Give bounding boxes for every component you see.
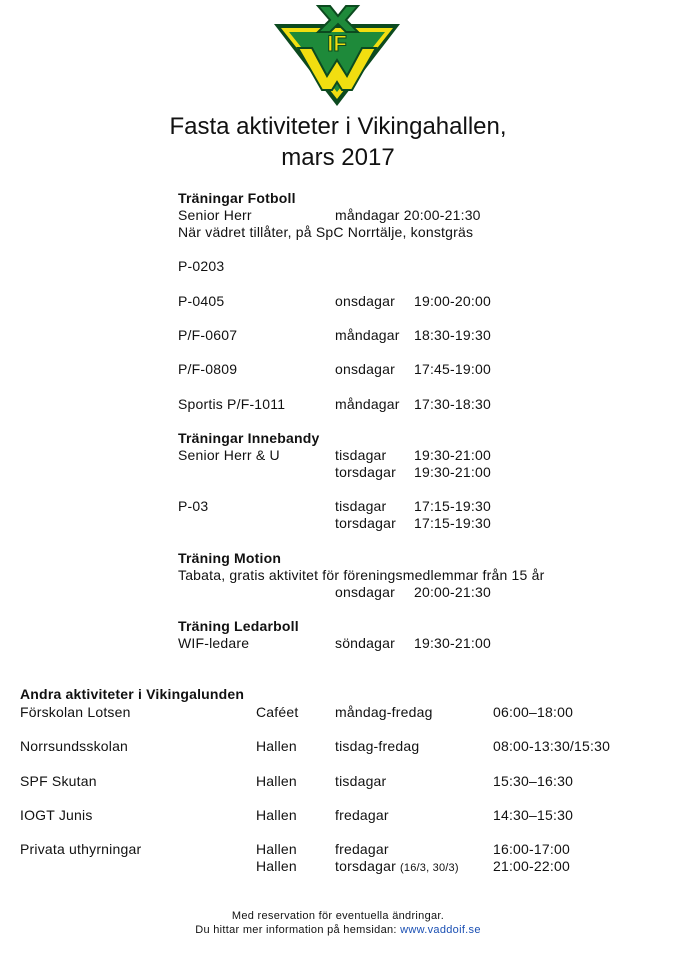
andra-row-place: Hallen [256, 807, 297, 823]
fotboll-row-time: 19:00-20:00 [414, 293, 491, 309]
innebandy-time: 19:30-21:00 [414, 464, 491, 480]
andra-row-day: tisdag-fredag [335, 738, 420, 754]
ledarboll-name: WIF-ledare [178, 635, 250, 651]
section-heading-motion: Träning Motion [178, 550, 282, 566]
innebandy-day: torsdagar [335, 464, 396, 480]
innebandy-time: 17:15-19:30 [414, 515, 491, 531]
andra-extra-day-text: torsdagar [335, 858, 396, 874]
innebandy-day: tisdagar [335, 447, 387, 463]
fotboll-row-time: 17:30-18:30 [414, 396, 491, 412]
fotboll-row-day: onsdagar [335, 293, 395, 309]
fotboll-note: När vädret tillåter, på SpC Norrtälje, konstgräs [178, 224, 474, 240]
andra-row-name: Förskolan Lotsen [20, 704, 131, 720]
page-title-line2: mars 2017 [281, 144, 395, 171]
andra-extra-time: 21:00-22:00 [493, 858, 570, 874]
andra-row-day: tisdagar [335, 773, 387, 789]
ledarboll-day: söndagar [335, 635, 395, 651]
andra-row-place: Caféet [256, 704, 299, 720]
section-heading-ledarboll: Träning Ledarboll [178, 618, 299, 634]
motion-day: onsdagar [335, 584, 395, 600]
club-logo [272, 4, 402, 108]
section-heading-andra: Andra aktiviteter i Vikingalunden [20, 686, 245, 702]
andra-row-name: Norrsundsskolan [20, 738, 129, 754]
andra-row-place: Hallen [256, 738, 297, 754]
fotboll-row-name: P-0405 [178, 293, 225, 309]
footer-info-text: Du hittar mer information på hemsidan: [195, 924, 401, 936]
andra-row-day: fredagar [335, 841, 389, 857]
fotboll-row-name: P-0203 [178, 258, 225, 274]
fotboll-row-name: P/F-0607 [178, 327, 238, 343]
innebandy-time: 17:15-19:30 [414, 498, 491, 514]
innebandy-group-name: P-03 [178, 498, 209, 514]
fotboll-row-time: 18:30-19:30 [414, 327, 491, 343]
fotboll-row-day: måndagar [335, 327, 400, 343]
motion-description: Tabata, gratis aktivitet för föreningsmedlemmar från 15 år [178, 567, 545, 583]
andra-row-time: 08:00-13:30/15:30 [493, 738, 611, 754]
fotboll-senior-time: måndagar 20:00-21:30 [335, 207, 481, 223]
andra-row-name: Privata uthyrningar [20, 841, 142, 857]
innebandy-day: torsdagar [335, 515, 396, 531]
fotboll-row-name: Sportis P/F-1011 [178, 396, 286, 412]
fotboll-row-name: P/F-0809 [178, 361, 238, 377]
andra-row-time: 16:00-17:00 [493, 841, 570, 857]
innebandy-group-name: Senior Herr & U [178, 447, 280, 463]
section-heading-fotboll: Träningar Fotboll [178, 190, 296, 206]
logo-lettering: IF [327, 31, 347, 56]
fotboll-row-day: onsdagar [335, 361, 395, 377]
andra-extra-place: Hallen [256, 858, 297, 874]
andra-row-day: fredagar [335, 807, 389, 823]
footer-disclaimer: Med reservation för eventuella ändringar. [231, 910, 445, 922]
andra-row-time: 14:30–15:30 [493, 807, 574, 823]
motion-time: 20:00-21:30 [414, 584, 491, 600]
fotboll-row-day: måndagar [335, 396, 400, 412]
andra-row-time: 15:30–16:30 [493, 773, 574, 789]
andra-extra-day [335, 858, 459, 877]
innebandy-time: 19:30-21:00 [414, 447, 491, 463]
andra-row-name: IOGT Junis [20, 807, 93, 823]
andra-row-day: måndag-fredag [335, 704, 433, 720]
fotboll-row-time: 17:45-19:00 [414, 361, 491, 377]
website-link[interactable]: www.vaddoif.se [400, 924, 481, 936]
innebandy-day: tisdagar [335, 498, 387, 514]
andra-row-name: SPF Skutan [20, 773, 97, 789]
ledarboll-time: 19:30-21:00 [414, 635, 491, 651]
footer-info [0, 923, 676, 937]
andra-row-time: 06:00–18:00 [493, 704, 574, 720]
page-title-line1: Fasta aktiviteter i Vikingahallen, [169, 113, 507, 140]
andra-row-place: Hallen [256, 841, 297, 857]
section-heading-innebandy: Träningar Innebandy [178, 430, 320, 446]
andra-row-place: Hallen [256, 773, 297, 789]
fotboll-senior-name: Senior Herr [178, 207, 252, 223]
andra-extra-dates: (16/3, 30/3) [400, 862, 459, 874]
